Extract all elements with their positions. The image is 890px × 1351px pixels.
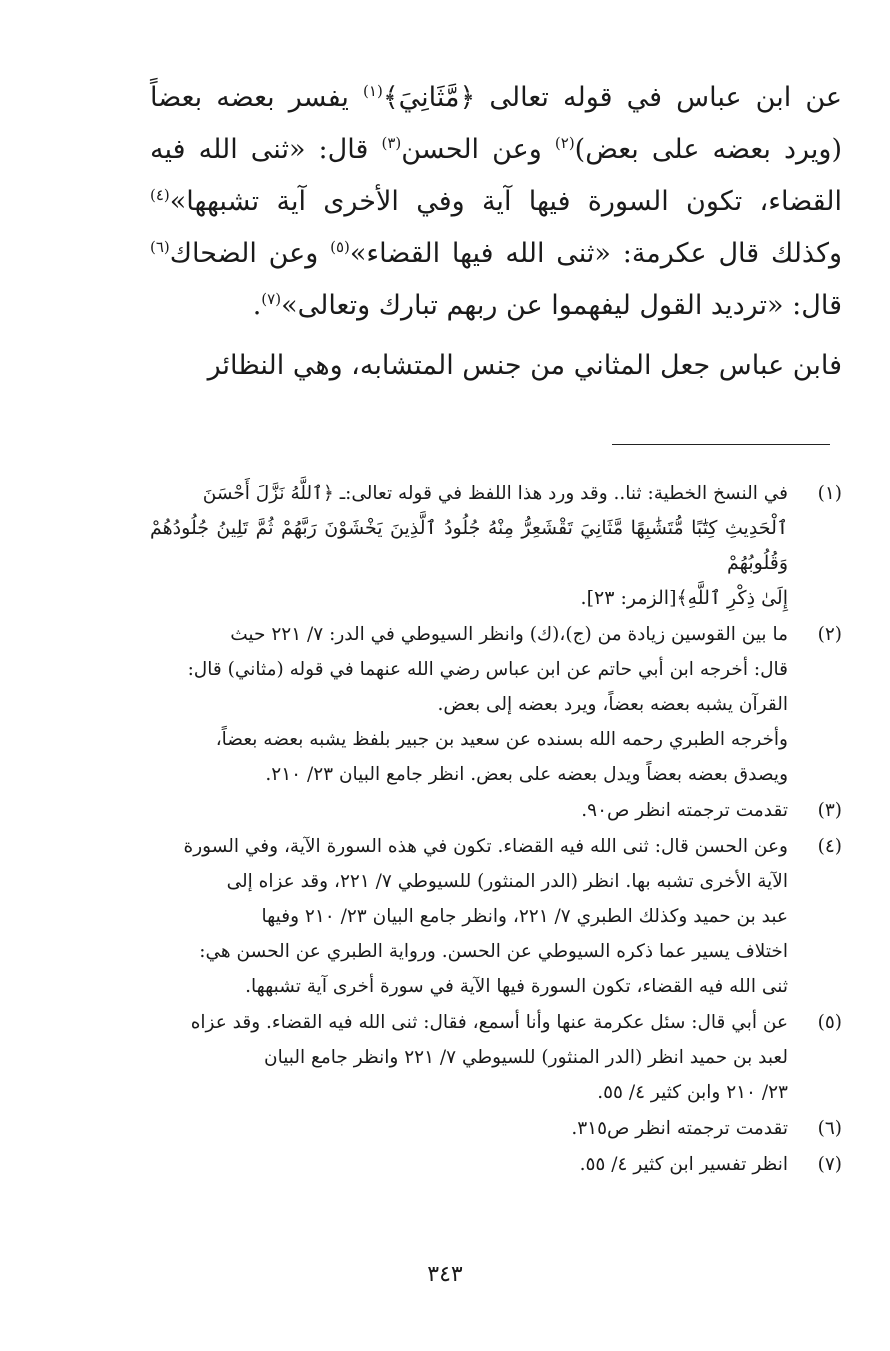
footnote-line: اختلاف يسير عما ذكره السيوطي عن الحسن. ورواية الطبري عن الحسن هي:: [199, 941, 788, 962]
footnote-line: ما بين القوسين زيادة من (ج)،(ك) وانظر السيوطي في الدر: ٧/ ٢٢١ حيث: [230, 624, 788, 645]
footnote-line: في النسخ الخطية: ثنا.. وقد ورد هذا اللفظ في قوله تعالى:ـ ﴿ٱللَّهُ نَزَّلَ أَحْسَنَ: [202, 483, 788, 504]
footnote: [150, 476, 842, 616]
footnote-line: القرآن يشبه بعضه بعضاً، ويرد بعضه إلى بعض.: [437, 694, 788, 715]
text-segment: قال: «ثنى الله فيه القضاء، تكون السورة فيها آية وفي الأخرى آية تشبهها»: [150, 134, 842, 217]
footnote: [150, 793, 842, 828]
footnote: [150, 1147, 842, 1182]
footnote-reference: (٧): [261, 290, 282, 308]
footnote-line: ٢٣/ ٢١٠ وابن كثير ٤/ ٥٥.: [597, 1082, 788, 1103]
footnote-number: (٣): [817, 800, 842, 821]
main-paragraph: [150, 340, 842, 392]
main-text: [150, 72, 842, 392]
footnotes: [150, 476, 842, 1183]
footnote-line: تقدمت ترجمته انظر ص٩٠.: [581, 800, 788, 821]
text-segment: عن ابن عباس في قوله تعالى ﴿مَّثَانِيَ﴾: [382, 82, 843, 113]
footnote-text: [150, 476, 788, 616]
footnote-text: [150, 1111, 788, 1146]
footnote-reference: (٢): [554, 134, 575, 152]
text-segment: .: [252, 290, 262, 321]
footnote-text: [150, 1147, 788, 1182]
text-segment: يفسر بعضه بعضاً (ويرد بعضه على بعض): [150, 82, 843, 165]
footnote: [150, 617, 842, 792]
footnote-line: ثنى الله فيه القضاء، تكون السورة فيها الآية في سورة أخرى آية تشبهها.: [245, 976, 788, 997]
footnote-number: (٤): [817, 836, 842, 857]
footnote: [150, 829, 842, 1004]
footnote-reference: (٣): [381, 134, 402, 152]
footnote-text: [150, 1005, 788, 1110]
footnote-reference: (٥): [330, 238, 350, 256]
footnote-line: ٱلْحَدِيثِ كِتَٰبًا مُّتَشَٰبِهًا مَّثَانِيَ تَقْشَعِرُّ مِنْهُ جُلُودُ ٱلَّذِينَ يَخْشَوْنَ رَبَّهُمْ ثُمَّ تَلِينُ جُلُودُهُمْ وَقُلُوبُهُمْ: [150, 517, 788, 574]
text-segment: وعن الحسن: [401, 134, 555, 165]
footnote-number: (٢): [817, 624, 842, 645]
text-segment: وكذلك قال عكرمة: «ثنى الله فيها القضاء»: [349, 238, 843, 269]
footnote-line: تقدمت ترجمته انظر ص٣١٥.: [571, 1118, 788, 1139]
footnote-line: عبد بن حميد وكذلك الطبري ٧/ ٢٢١، وانظر جامع البيان ٢٣/ ٢١٠ وفيها: [261, 906, 788, 927]
footnote-text: [150, 617, 788, 792]
page-number: ٣٤٣: [427, 1262, 463, 1287]
footnote-number: (٦): [817, 1118, 842, 1139]
footnote-reference: (١): [363, 82, 383, 100]
footnote-number: (٥): [817, 1012, 842, 1033]
footnote-line: وعن الحسن قال: ثنى الله فيه القضاء. تكون في هذه السورة الآية، وفي السورة: [183, 836, 788, 857]
footnote-line: لعبد بن حميد انظر (الدر المنثور) للسيوطي ٧/ ٢٢١ وانظر جامع البيان: [263, 1047, 788, 1068]
footnote-reference: (٦): [150, 238, 170, 256]
footnote: [150, 1111, 842, 1146]
text-segment: قال: «ترديد القول ليفهموا عن ربهم تبارك وتعالى»: [281, 290, 842, 321]
footnote-line: إِلَىٰ ذِكْرِ ٱللَّهِ﴾[الزمر: ٢٣].: [580, 587, 788, 609]
footnote-number: (٧): [817, 1154, 842, 1175]
footnote-divider: [612, 444, 830, 445]
footnote-line: انظر تفسير ابن كثير ٤/ ٥٥.: [579, 1154, 788, 1175]
footnote-text: [150, 793, 788, 828]
footnote-reference: (٤): [150, 186, 170, 204]
footnote-line: قال: أخرجه ابن أبي حاتم عن ابن عباس رضي الله عنهما في قوله (مثاني) قال:: [187, 659, 788, 680]
main-paragraph: [150, 72, 842, 332]
footnote-text: [150, 829, 788, 1004]
footnote-number: (١): [817, 483, 842, 504]
text-segment: وعن الضحاك: [169, 238, 331, 269]
footnote-line: وأخرجه الطبري رحمه الله بسنده عن سعيد بن جبير بلفظ يشبه بعضه بعضاً،: [215, 729, 788, 750]
footnote-line: عن أبي قال: سئل عكرمة عنها وأنا أسمع، فقال: ثنى الله فيه القضاء. وقد عزاه: [190, 1012, 788, 1033]
footnote-line: ويصدق بعضه بعضاً ويدل بعضه على بعض. انظر جامع البيان ٢٣/ ٢١٠.: [265, 764, 788, 785]
footnote-line: الآية الأخرى تشبه بها. انظر (الدر المنثور) للسيوطي ٧/ ٢٢١، وقد عزاه إلى: [226, 871, 788, 892]
text-segment: فابن عباس جعل المثاني من جنس المتشابه، وهي النظائر: [207, 350, 842, 381]
footnote: [150, 1005, 842, 1110]
